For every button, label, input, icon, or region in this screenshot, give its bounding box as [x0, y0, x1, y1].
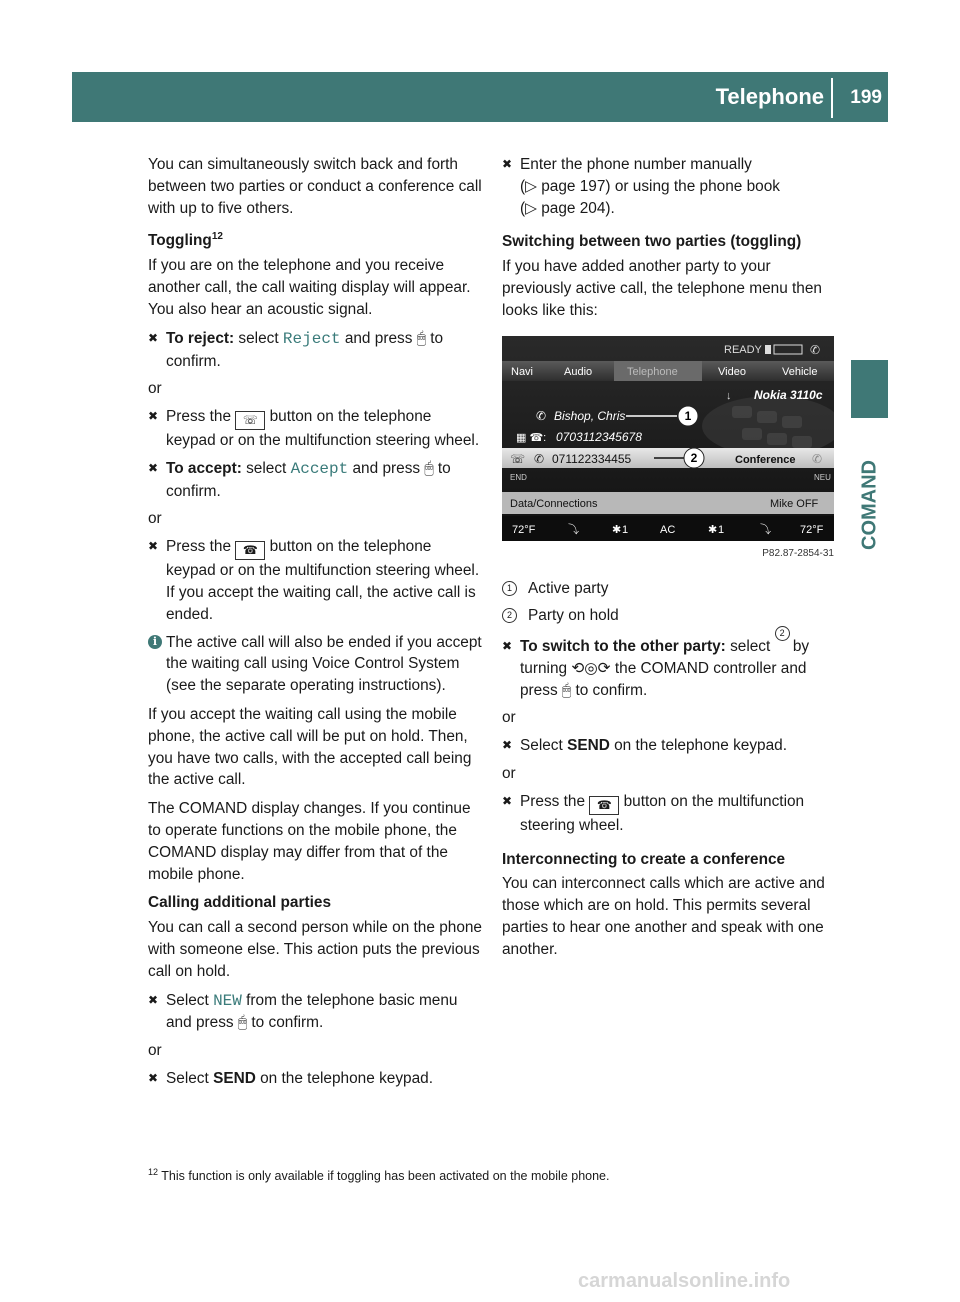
- new-label: NEU: [814, 472, 831, 482]
- press-send-step: ✖ Press the ☎ button on the multifunction steering wheel.: [502, 792, 805, 834]
- climate-ac: AC: [660, 523, 676, 536]
- legend-number: 2: [502, 608, 517, 623]
- calling-heading: Calling additional parties: [148, 894, 332, 912]
- side-tab-marker: [851, 360, 888, 418]
- svg-text:✆: ✆: [812, 451, 823, 466]
- paragraph: If you accept the waiting call using the mobile phone, the active call will be put on hold. Then, you have two calls, with the accepted call being the active call.: [148, 706, 472, 789]
- tab-navi: Navi: [511, 365, 534, 378]
- conference-heading: Interconnecting to create a conference: [502, 850, 786, 868]
- controller-turn-icon: ⟲◎⟳: [571, 659, 611, 677]
- svg-text:✱: ✱: [708, 523, 718, 536]
- switch-heading: Switching between two parties (toggling): [502, 233, 802, 251]
- callout-1: 1: [684, 408, 692, 423]
- select-new-step: ✖ Select NEW from the telephone basic menu and press 🖱 to confirm.: [148, 991, 458, 1032]
- or-text: or: [148, 1042, 162, 1060]
- press-end-step: ✖ Press the ☏ button on the telephone keypad or on the multifunction steering wheel.: [148, 408, 480, 450]
- svg-text:▦ ☎:: ▦ ☎:: [516, 431, 547, 444]
- svg-text:✱: ✱: [612, 523, 622, 536]
- svg-text:⤵: ⤵: [760, 523, 771, 536]
- header-separator: [831, 78, 833, 118]
- controller-press-icon: 🖱: [237, 1014, 248, 1032]
- hold-number: 071122334455: [552, 451, 632, 466]
- conference-softkey: Conference: [735, 453, 796, 466]
- switch-party-step: ✖ To switch to the other party: select 2 by turning ⟲◎⟳ the COMAND controller and press 🖱 to confirm.: [502, 627, 810, 699]
- svg-text:☏: ☏: [510, 451, 526, 466]
- tab-video: Video: [718, 365, 746, 378]
- step-arrow-icon: ✖: [502, 157, 513, 171]
- reject-softkey: Reject: [282, 329, 341, 348]
- select-send-step: ✖ Select SEND on the telephone keypad.: [502, 735, 838, 757]
- intro-text: You can simultaneously switch back and forth between two parties or conduct a conference call with up to five others.: [148, 156, 482, 217]
- tab-audio: Audio: [564, 365, 593, 378]
- svg-text:✆: ✆: [534, 451, 545, 466]
- send-call-icon: ☎: [235, 541, 265, 560]
- left-column: [148, 154, 484, 1096]
- controller-press-icon: 🖱: [561, 681, 572, 699]
- step-arrow-icon: ✖: [148, 330, 159, 345]
- legend-number: 1: [502, 581, 517, 596]
- page-title: Telephone: [715, 84, 824, 109]
- side-tab-label: COMAND: [858, 460, 880, 550]
- climate-right-fan: 1: [718, 523, 725, 536]
- or-text: or: [148, 510, 162, 528]
- svg-text:↓: ↓: [726, 389, 732, 402]
- reject-step: ✖ To reject: select Reject and press 🖱 to confirm.: [148, 329, 444, 370]
- step-arrow-icon: ✖: [148, 1071, 159, 1086]
- controller-press-icon: 🖱: [424, 459, 434, 477]
- accept-step: ✖ To accept: select Accept and press 🖱 to confirm.: [148, 459, 451, 500]
- info-note: i The active call will also be ended if you accept the waiting call using Voice Control System (see the separate operating instructions).: [148, 632, 484, 697]
- climate-right-temp: 72°F: [800, 523, 824, 536]
- new-softkey: NEW: [213, 991, 242, 1010]
- legend-number: 2: [775, 626, 790, 641]
- legend-item: 2 Party on hold: [502, 605, 838, 627]
- select-send-step: ✖ Select SEND on the telephone keypad.: [148, 1068, 484, 1090]
- page-number: 199: [850, 87, 882, 108]
- toggling-heading: Toggling$^{12}$: [148, 231, 223, 250]
- press-send-step: ✖ Press the ☎ button on the telephone keypad or on the multifunction steering wheel. If you accept the waiting call, the active call is ended.: [148, 538, 480, 623]
- watermark: carmanualsonline.info: [578, 1270, 791, 1292]
- end-call-icon: ☏: [235, 411, 265, 430]
- controller-press-icon: 🖱: [416, 329, 426, 347]
- side-tab: [851, 430, 888, 580]
- end-label: END: [510, 472, 527, 482]
- footnote-ref[interactable]: 12: [211, 231, 223, 243]
- active-call-icon: ✆: [536, 408, 547, 423]
- legend-item: 1 Active party: [502, 578, 838, 600]
- right-column: [502, 154, 838, 968]
- comand-screen-image: [502, 336, 834, 541]
- status-text: READY: [724, 343, 762, 356]
- step-arrow-icon: ✖: [148, 539, 159, 554]
- paragraph: The COMAND display changes. If you continue to operate functions on the mobile phone, the COMAND display may differ from that of the mobile phone.: [148, 800, 471, 883]
- or-text: or: [502, 764, 516, 782]
- page-ref[interactable]: (▷ page 197) or using the phone book: [520, 177, 780, 195]
- conference-text: You can interconnect calls which are active and those which are on hold. This permits several parties to hear one another and speak with one another.: [502, 875, 825, 958]
- or-text: or: [502, 709, 516, 727]
- image-caption: P82.87-2854-31: [762, 547, 834, 559]
- page-ref[interactable]: (▷ page 204).: [520, 199, 615, 217]
- step-arrow-icon: ✖: [502, 638, 513, 653]
- accept-softkey: Accept: [290, 459, 349, 478]
- svg-text:⤵: ⤵: [568, 523, 579, 536]
- toggling-text: If you are on the telephone and you receive another call, the call waiting display will appear. You also hear an acoustic signal.: [148, 257, 471, 318]
- page-header: [72, 72, 888, 122]
- step-arrow-icon: ✖: [148, 409, 159, 424]
- tab-telephone: Telephone: [627, 365, 678, 378]
- footnote: $^{12}$ This function is only available if toggling has been activated on the mobile phone.: [148, 1167, 610, 1184]
- active-name: Bishop, Chris: [554, 408, 626, 423]
- switch-text: If you have added another party to your previously active call, the telephone menu then looks like this:: [502, 258, 822, 319]
- climate-left-fan: 1: [622, 523, 629, 536]
- data-connections: Data/Connections: [510, 497, 598, 510]
- info-icon: i: [148, 635, 162, 649]
- tab-vehicle: Vehicle: [782, 365, 818, 378]
- enter-number-step: ✖ Enter the phone number manually (▷ page 197) or using the phone book (▷ page 204).: [502, 156, 780, 217]
- calling-text: You can call a second person while on the phone with someone else. This action puts the previous call on hold.: [148, 919, 482, 980]
- phone-icon: ✆: [810, 342, 821, 357]
- callout-2: 2: [690, 450, 698, 465]
- active-number: 0703112345678: [556, 429, 642, 444]
- send-call-icon: ☎: [589, 796, 619, 815]
- mike-status: Mike OFF: [770, 497, 819, 510]
- phone-model: Nokia 3110c: [754, 387, 823, 402]
- or-text: or: [148, 380, 162, 398]
- comand-screen-svg: [502, 336, 834, 541]
- step-arrow-icon: ✖: [502, 738, 513, 753]
- step-arrow-icon: ✖: [148, 460, 159, 475]
- step-arrow-icon: ✖: [502, 793, 513, 808]
- climate-left-temp: 72°F: [512, 523, 536, 536]
- step-arrow-icon: ✖: [148, 992, 159, 1007]
